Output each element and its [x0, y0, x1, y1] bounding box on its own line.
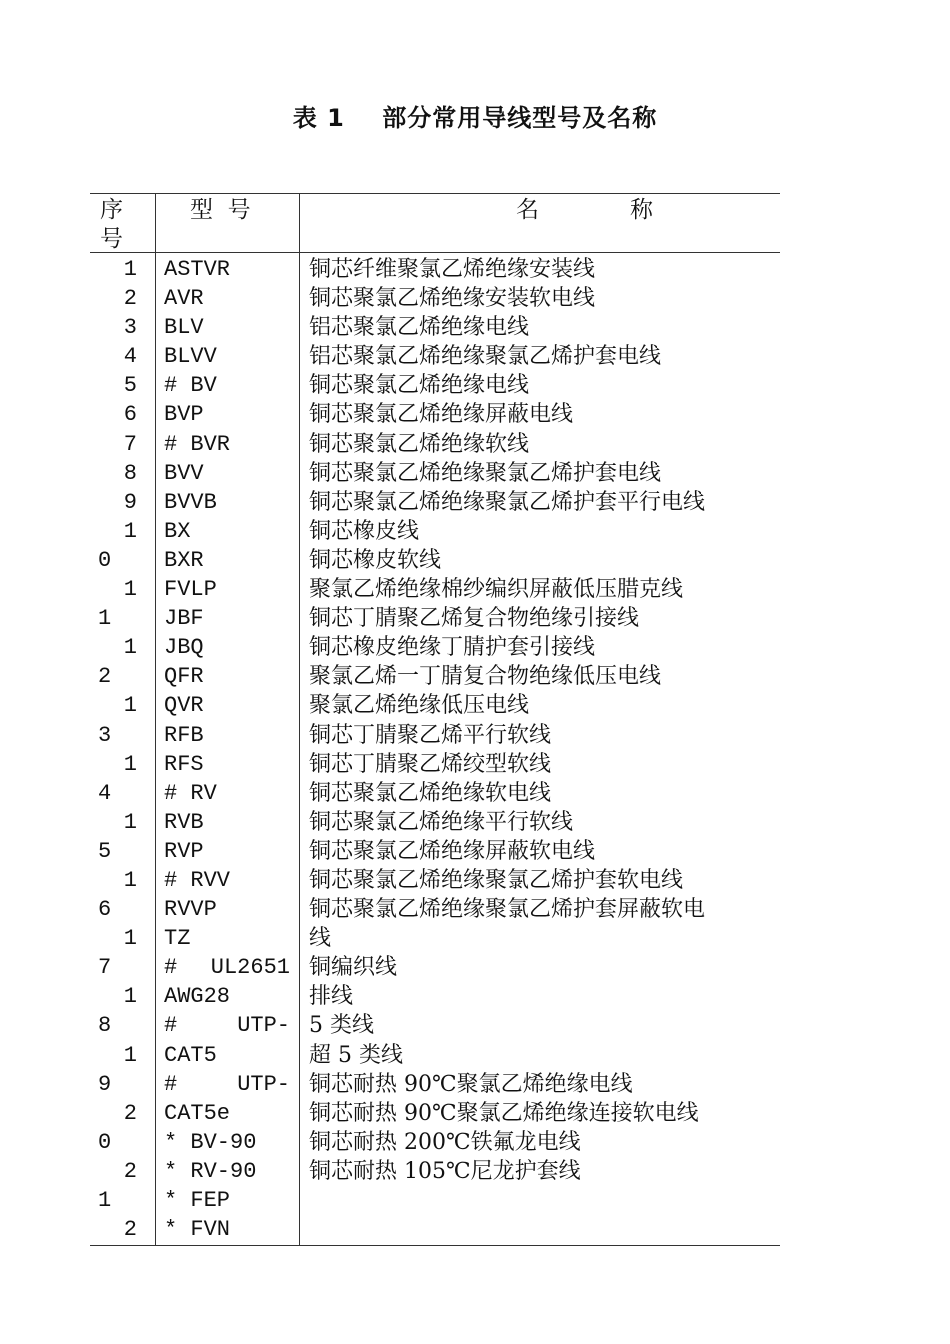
- model-cell: * BV-90: [164, 1129, 257, 1155]
- seq-cell: 3: [123, 315, 137, 341]
- seq-cell: 0: [98, 547, 112, 573]
- name-cell: 聚氯乙烯一丁腈复合物绝缘低压电线: [309, 664, 662, 690]
- name-cell: 聚氯乙烯绝缘低压电线: [309, 693, 530, 719]
- model-cell: AWG28: [164, 984, 231, 1010]
- model-cell: AVR: [164, 286, 204, 312]
- name-cell: 5 类线: [309, 1013, 374, 1039]
- model-cell: CAT5: [164, 1042, 217, 1068]
- seq-cell: 9: [123, 489, 137, 515]
- model-cell: BLVV: [164, 344, 217, 370]
- model-cell: [164, 953, 296, 982]
- model-cell-code: UTP-: [237, 1013, 290, 1039]
- model-cell: BLV: [164, 315, 204, 341]
- model-cell-code: UL2651: [210, 955, 290, 981]
- seq-cell: 2: [123, 1100, 137, 1126]
- seq-cell: 7: [123, 431, 137, 457]
- name-cell: 铜芯丁腈聚乙烯平行软线: [309, 722, 552, 748]
- model-cell: BVV: [164, 460, 204, 486]
- model-cell: RFS: [164, 751, 204, 777]
- model-cell: QFR: [164, 664, 204, 690]
- name-cell: 铜芯耐热 105℃尼龙护套线: [309, 1158, 581, 1184]
- model-cell: [164, 1070, 296, 1099]
- model-cell: RFB: [164, 722, 204, 748]
- seq-cell: 1: [123, 577, 137, 603]
- seq-cell: 1: [123, 984, 137, 1010]
- model-cell-prefix: #: [164, 955, 178, 981]
- name-cell: 铜芯纤维聚氯乙烯绝缘安装线: [309, 257, 596, 282]
- seq-cell: 8: [123, 460, 137, 486]
- name-cell: 铝芯聚氯乙烯绝缘聚氯乙烯护套电线: [309, 344, 662, 370]
- model-cell: # RVV: [164, 867, 231, 893]
- name-cell: 铝芯聚氯乙烯绝缘电线: [309, 315, 530, 341]
- seq-cell: 2: [123, 1217, 137, 1243]
- name-cell: 铜芯聚氯乙烯绝缘平行软线: [309, 809, 574, 835]
- model-cell: JBQ: [164, 635, 204, 661]
- table-title: 表 1 部分常用导线型号及名称: [292, 104, 658, 132]
- model-cell-prefix: #: [164, 1071, 178, 1097]
- name-cell: 铜芯聚氯乙烯绝缘屏蔽电线: [309, 402, 574, 428]
- model-cell: TZ: [164, 926, 191, 952]
- seq-cell: 2: [123, 1158, 137, 1184]
- model-cell: # BVR: [164, 431, 231, 457]
- name-cell: 铜芯丁腈聚乙烯复合物绝缘引接线: [309, 606, 640, 632]
- model-cell: ASTVR: [164, 257, 231, 282]
- seq-cell: 1: [98, 606, 112, 632]
- name-cell: 线: [309, 926, 332, 952]
- model-cell: * RV-90: [164, 1158, 257, 1184]
- name-cell: 铜芯耐热 90℃聚氯乙烯绝缘电线: [309, 1071, 633, 1097]
- model-cell-code: UTP-: [237, 1071, 290, 1097]
- model-cell: * FVN: [164, 1217, 231, 1243]
- seq-cell: 7: [98, 955, 112, 981]
- header-seq: 序 号: [100, 197, 123, 252]
- model-cell: # BV: [164, 373, 217, 399]
- header-name-left: 名: [516, 197, 539, 223]
- model-cell: * FEP: [164, 1188, 231, 1213]
- name-column: [309, 255, 779, 1186]
- model-cell: FVLP: [164, 577, 217, 603]
- seq-cell: 1: [123, 1042, 137, 1068]
- name-cell: 聚氯乙烯绝缘棉纱编织屏蔽低压腊克线: [309, 577, 684, 603]
- model-cell: BVVB: [164, 489, 217, 515]
- name-cell: 铜芯聚氯乙烯绝缘聚氯乙烯护套平行电线: [309, 489, 706, 515]
- wire-model-table: [90, 193, 780, 1246]
- seq-cell: 0: [98, 1129, 112, 1155]
- model-cell: RVP: [164, 838, 204, 864]
- seq-cell: 1: [123, 635, 137, 661]
- seq-cell: 6: [123, 402, 137, 428]
- model-cell: QVR: [164, 693, 204, 719]
- seq-cell: 4: [98, 780, 112, 806]
- seq-cell: 6: [98, 897, 112, 923]
- seq-cell: 2: [98, 664, 112, 690]
- model-cell: RVVP: [164, 897, 217, 923]
- model-cell: JBF: [164, 606, 204, 632]
- model-column: [164, 255, 296, 1244]
- name-cell: 超 5 类线: [309, 1042, 403, 1068]
- model-cell: BX: [164, 518, 191, 544]
- model-cell: RVB: [164, 809, 204, 835]
- model-cell: [164, 1011, 296, 1040]
- header-model: 型 号: [190, 197, 251, 223]
- name-cell: 铜芯橡皮线: [309, 518, 420, 544]
- seq-cell: 1: [123, 809, 137, 835]
- seq-cell: 1: [123, 751, 137, 777]
- seq-cell: 3: [98, 722, 112, 748]
- model-cell: BVP: [164, 402, 204, 428]
- name-cell: 铜芯聚氯乙烯绝缘软线: [309, 431, 530, 457]
- seq-cell: 1: [123, 693, 137, 719]
- seq-cell: 8: [98, 1013, 112, 1039]
- seq-cell: 5: [98, 838, 112, 864]
- column-divider: [155, 194, 156, 1245]
- name-cell: 铜芯聚氯乙烯绝缘聚氯乙烯护套电线: [309, 460, 662, 486]
- name-cell: 铜芯橡皮软线: [309, 547, 442, 573]
- seq-cell: 5: [123, 373, 137, 399]
- seq-column: [90, 255, 154, 1244]
- name-cell: 铜编织线: [309, 955, 398, 981]
- seq-cell: 1: [123, 867, 137, 893]
- seq-cell: 4: [123, 344, 137, 370]
- seq-cell: 1: [123, 518, 137, 544]
- seq-cell: 2: [123, 286, 137, 312]
- name-cell: 铜芯聚氯乙烯绝缘屏蔽软电线: [309, 838, 596, 864]
- model-cell-prefix: #: [164, 1013, 178, 1039]
- name-cell: 铜芯聚氯乙烯绝缘软电线: [309, 780, 552, 806]
- seq-cell: 1: [123, 257, 137, 282]
- column-divider: [299, 194, 300, 1245]
- model-cell: CAT5e: [164, 1100, 231, 1126]
- name-cell: 铜芯耐热 200℃铁氟龙电线: [309, 1129, 581, 1155]
- name-cell: 铜芯聚氯乙烯绝缘聚氯乙烯护套屏蔽软电: [309, 897, 706, 923]
- seq-cell: 1: [123, 926, 137, 952]
- model-cell: # RV: [164, 780, 217, 806]
- name-cell: 铜芯耐热 90℃聚氯乙烯绝缘连接软电线: [309, 1100, 699, 1126]
- name-cell: 铜芯聚氯乙烯绝缘聚氯乙烯护套软电线: [309, 867, 684, 893]
- header-divider: [90, 252, 780, 253]
- header-name-right: 称: [630, 197, 653, 223]
- name-cell: 铜芯丁腈聚乙烯绞型软线: [309, 751, 552, 777]
- name-cell: 铜芯橡皮绝缘丁腈护套引接线: [309, 635, 596, 661]
- model-cell: BXR: [164, 547, 204, 573]
- name-cell: 排线: [309, 984, 354, 1010]
- name-cell: 铜芯聚氯乙烯绝缘安装软电线: [309, 286, 596, 312]
- name-cell: 铜芯聚氯乙烯绝缘电线: [309, 373, 530, 399]
- seq-cell: 9: [98, 1071, 112, 1097]
- seq-cell: 1: [98, 1188, 112, 1213]
